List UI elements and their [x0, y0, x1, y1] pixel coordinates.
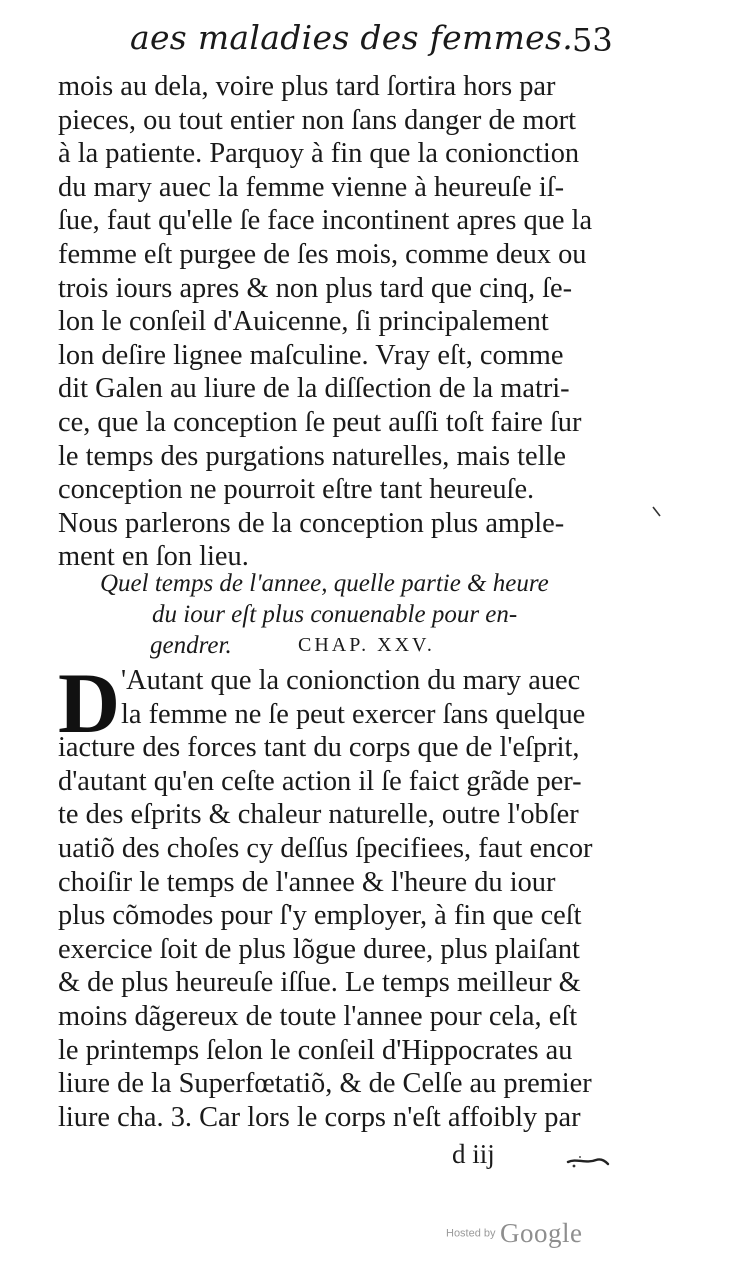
text-line: choiſir le temps de l'annee & l'heure du iour: [58, 866, 556, 898]
chapter-paragraph: [58, 664, 610, 1134]
text-line: à la patiente. Parquoy à fin que la conionction: [58, 138, 580, 170]
text-line: dit Galen au liure de la diſſection de la matri-: [58, 373, 570, 405]
chapter-heading-line: gendrer.: [150, 632, 232, 659]
text-line: femme eſt purgee de ſes mois, comme deux ou: [58, 238, 587, 270]
text-line: trois iours apres & non plus tard que cinq, ſe-: [58, 272, 573, 304]
text-line: le temps des purgations naturelles, mais telle: [58, 440, 567, 472]
stray-mark-icon: [652, 506, 662, 518]
drop-cap: D: [58, 655, 121, 751]
text-line: mois au dela, voire plus tard ſortira hors par: [58, 71, 556, 102]
text-line: le printemps ſelon le conſeil d'Hippocrates au: [58, 1034, 573, 1066]
text-line: plus cõmodes pour ſ'y employer, à fin que ceſt: [58, 900, 582, 932]
text-line: moins dãgereux de toute l'annee pour cela, eſt: [58, 1000, 578, 1032]
text-line: liure de la Superfœtatiõ, & de Celſe au premier: [58, 1068, 592, 1100]
chapter-heading-line: du iour eſt plus conuenable pour en-: [152, 601, 518, 628]
text-line: conception ne pourroit eſtre tant heureuſe.: [58, 474, 535, 506]
chapter-label: CHAP. XXV.: [298, 634, 435, 656]
chapter-heading-line: Quel temps de l'annee, quelle partie & heure: [100, 570, 549, 597]
text-line: liure cha. 3. Car lors le corps n'eſt affoibly par: [58, 1101, 581, 1133]
hosted-by-credit: [446, 1218, 582, 1249]
text-line: te des eſprits & chaleur naturelle, outre l'obſer: [58, 799, 579, 831]
text-line: lon deſire lignee maſculine. Vray eſt, comme: [58, 339, 564, 371]
running-title: aes maladies des femmes.: [130, 18, 574, 57]
text-line: la femme ne ſe peut exercer ſans quelque: [121, 698, 586, 730]
ink-smudge-icon: [566, 1150, 610, 1172]
text-line: d'autant qu'en ceſte action il ſe faict grãde per-: [58, 765, 582, 797]
text-line: pieces, ou tout entier non ſans danger de mort: [58, 104, 576, 136]
text-line: Nous parlerons de la conception plus ample-: [58, 507, 565, 539]
text-line: uatiõ des choſes cy deſſus ſpecifiees, faut encor: [58, 832, 593, 864]
text-line: iacture des forces tant du corps que de l'eſprit,: [58, 732, 580, 764]
credit-prefix: Hosted by: [446, 1227, 496, 1240]
page-number: 53: [572, 21, 613, 59]
text-line: exercice ſoit de plus lõgue duree, plus plaiſant: [58, 933, 580, 965]
text-line: 'Autant que la conionction du mary auec: [121, 665, 581, 696]
text-line: du mary auec la femme vienne à heureuſe iſ-: [58, 171, 565, 203]
text-line: ſue, faut qu'elle ſe face incontinent apres que la: [58, 205, 593, 237]
text-line: ce, que la conception ſe peut auſſi toſt faire ſur: [58, 406, 582, 438]
body-paragraph: [58, 70, 610, 574]
text-line: ment en ſon lieu.: [58, 541, 249, 573]
text-line: & de plus heureuſe iſſue. Le temps meilleur &: [58, 967, 581, 999]
text-line: lon le conſeil d'Auicenne, ſi principalement: [58, 306, 549, 338]
signature-mark: d iij: [452, 1139, 495, 1169]
google-logo: Google: [499, 1218, 583, 1248]
